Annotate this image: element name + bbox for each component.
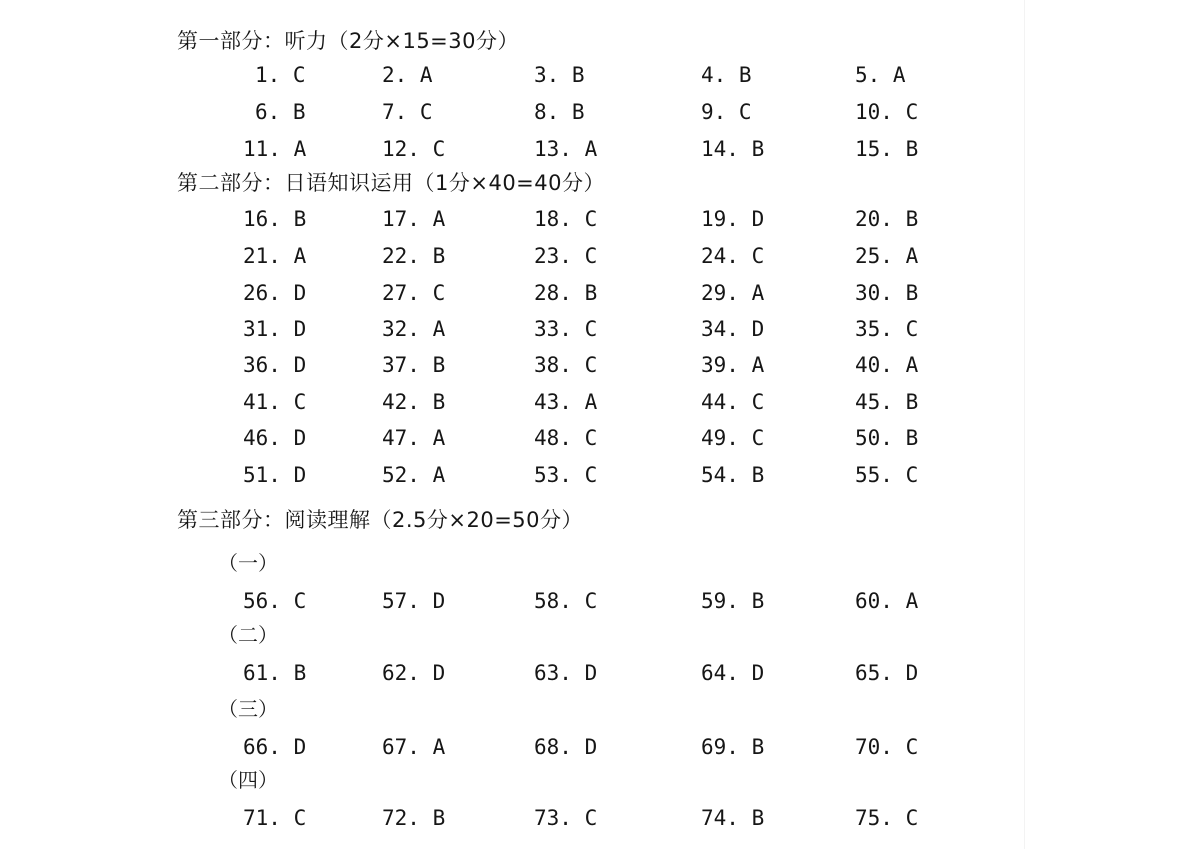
answer-item: 64. D: [701, 661, 765, 685]
answer-item: 22. B: [382, 244, 446, 268]
answer-item: 66. D: [243, 735, 307, 759]
answer-item: 70. C: [855, 735, 919, 759]
scan-edge-line: [1024, 0, 1025, 849]
answer-item: 54. B: [701, 463, 765, 487]
answer-item: 62. D: [382, 661, 446, 685]
answer-item: 4. B: [701, 63, 752, 87]
answer-item: 3. B: [534, 63, 585, 87]
part1-heading: 第一部分：听力（2分×15=30分）: [177, 29, 519, 53]
answer-item: 47. A: [382, 426, 446, 450]
answer-item: 68. D: [534, 735, 598, 759]
part1-row-2: [0, 97, 1200, 127]
answer-item: 2. A: [382, 63, 433, 87]
answer-item: 39. A: [701, 353, 765, 377]
part2-row-2: [0, 241, 1200, 271]
part2-row-5: [0, 350, 1200, 380]
answer-item: 7. C: [382, 100, 433, 124]
part1-row-3: [0, 134, 1200, 164]
answer-item: 58. C: [534, 589, 598, 613]
part2-row-1: [0, 204, 1200, 234]
answer-item: 13. A: [534, 137, 598, 161]
answer-item: 50. B: [855, 426, 919, 450]
part3-group-4-answers: [0, 803, 1200, 833]
answer-item: 53. C: [534, 463, 598, 487]
part2-heading: 第二部分：日语知识运用（1分×40=40分）: [177, 171, 605, 195]
answer-item: 11. A: [243, 137, 307, 161]
answer-item: 45. B: [855, 390, 919, 414]
answer-item: 26. D: [243, 281, 307, 305]
answer-item: 31. D: [243, 317, 307, 341]
part3-heading: 第三部分：阅读理解（2.5分×20=50分）: [177, 508, 584, 532]
part2-row-3: [0, 278, 1200, 308]
answer-item: 71. C: [243, 806, 307, 830]
answer-item: 60. A: [855, 589, 919, 613]
answer-item: 27. C: [382, 281, 446, 305]
answer-item: 19. D: [701, 207, 765, 231]
answer-item: 35. C: [855, 317, 919, 341]
part3-group-label: （四）: [218, 768, 278, 792]
answer-item: 37. B: [382, 353, 446, 377]
answer-item: 63. D: [534, 661, 598, 685]
answer-item: 40. A: [855, 353, 919, 377]
answer-item: 17. A: [382, 207, 446, 231]
answer-item: 55. C: [855, 463, 919, 487]
answer-item: 15. B: [855, 137, 919, 161]
answer-item: 25. A: [855, 244, 919, 268]
answer-item: 23. C: [534, 244, 598, 268]
answer-item: 67. A: [382, 735, 446, 759]
part3-group-label: （二）: [218, 623, 278, 647]
answer-item: 8. B: [534, 100, 585, 124]
answer-item: 14. B: [701, 137, 765, 161]
answer-item: 52. A: [382, 463, 446, 487]
answer-item: 61. B: [243, 661, 307, 685]
answer-item: 49. C: [701, 426, 765, 450]
answer-item: 34. D: [701, 317, 765, 341]
answer-item: 41. C: [243, 390, 307, 414]
answer-item: 6. B: [255, 100, 306, 124]
part2-row-6: [0, 387, 1200, 417]
answer-item: 5. A: [855, 63, 906, 87]
part1-row-1: [0, 60, 1200, 90]
answer-item: 38. C: [534, 353, 598, 377]
answer-item: 33. C: [534, 317, 598, 341]
answer-item: 24. C: [701, 244, 765, 268]
answer-item: 65. D: [855, 661, 919, 685]
answer-item: 16. B: [243, 207, 307, 231]
answer-item: 30. B: [855, 281, 919, 305]
answer-item: 1. C: [255, 63, 306, 87]
part3-group-3-answers: [0, 732, 1200, 762]
answer-item: 56. C: [243, 589, 307, 613]
answer-item: 28. B: [534, 281, 598, 305]
answer-item: 57. D: [382, 589, 446, 613]
answer-item: 9. C: [701, 100, 752, 124]
answer-item: 10. C: [855, 100, 919, 124]
part3-group-2-answers: [0, 658, 1200, 688]
answer-item: 59. B: [701, 589, 765, 613]
answer-item: 51. D: [243, 463, 307, 487]
part3-group-1-answers: [0, 586, 1200, 616]
answer-item: 32. A: [382, 317, 446, 341]
answer-item: 36. D: [243, 353, 307, 377]
answer-item: 72. B: [382, 806, 446, 830]
answer-item: 18. C: [534, 207, 598, 231]
answer-item: 21. A: [243, 244, 307, 268]
answer-item: 75. C: [855, 806, 919, 830]
part3-group-label: （三）: [218, 697, 278, 721]
part2-row-4: [0, 314, 1200, 344]
answer-item: 73. C: [534, 806, 598, 830]
answer-item: 20. B: [855, 207, 919, 231]
answer-item: 12. C: [382, 137, 446, 161]
answer-item: 42. B: [382, 390, 446, 414]
part2-row-7: [0, 423, 1200, 453]
part3-group-label: （一）: [218, 551, 278, 575]
answer-item: 43. A: [534, 390, 598, 414]
answer-item: 48. C: [534, 426, 598, 450]
answer-item: 29. A: [701, 281, 765, 305]
part2-row-8: [0, 460, 1200, 490]
answer-item: 74. B: [701, 806, 765, 830]
answer-item: 44. C: [701, 390, 765, 414]
answer-item: 69. B: [701, 735, 765, 759]
answer-item: 46. D: [243, 426, 307, 450]
